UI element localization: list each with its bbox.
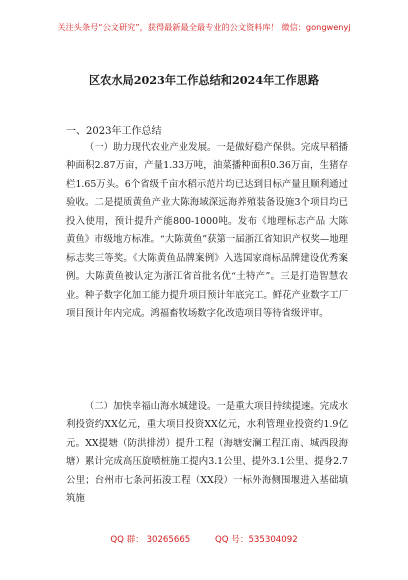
document-title: 区农水局2023年工作总结和2024年工作思路 (88, 73, 320, 87)
header-banner: 关注头条号“公文研究”，获得最新最全最专业的公文资料库！ 微信：gongwenyj (57, 22, 351, 32)
paragraph-1: （一）助力现代农业产业发展。一是做好稳产保供。完成早稻播种面积2.87万亩，产量1.33万吨，油菜播种面积0.36万亩，生猪存栏1.65万头。6个省级千亩水稻示范片均已达到目标产量且顺利通过验收。二是提质黄鱼产业大陈海域深远海养殖装备设施3个项目均已投入使用，预计提升产能800-1000吨。发布《地理标志产品 大陈黄鱼》市级地方标准。“大陈黄鱼”获第一届浙江省知识产权奖—地理标志奖三等奖。《大陈黄鱼品牌案例》入选国家商标品牌建设优秀案例。大陈黄鱼被认定为浙江省首批名优“土特产”。三是打造智慧农业。种子数字化加工能力提升项目预计年底完工。鲜花产业数字工厂项目预计年内完成。鸿福畜牧场数字化改造项目等待省级评审。 (66, 142, 348, 320)
paragraph-2: （二）加快幸福山海水城建设。一是重大项目持续提速。完成水利投资约XX亿元，重大项目投资XX亿元，水利管理业投资约1.9亿元。XX提塘（防洪排涝）提升工程（海塘安澜工程江南、城西段海塘）累计完成高压旋喷桩施工提内3.1公里、提外3.1公里、提身2.7公里；台州市七条河拓浚工程（XX段）一标外海侧围堰进入基础填筑施 (66, 401, 348, 505)
footer-qq-group: QQ 群： 30265665 (110, 535, 191, 545)
footer-contact (0, 533, 408, 545)
footer-qq-number: QQ 号：535304092 (215, 535, 298, 545)
section-heading: 一、2023年工作总结 (66, 126, 162, 137)
